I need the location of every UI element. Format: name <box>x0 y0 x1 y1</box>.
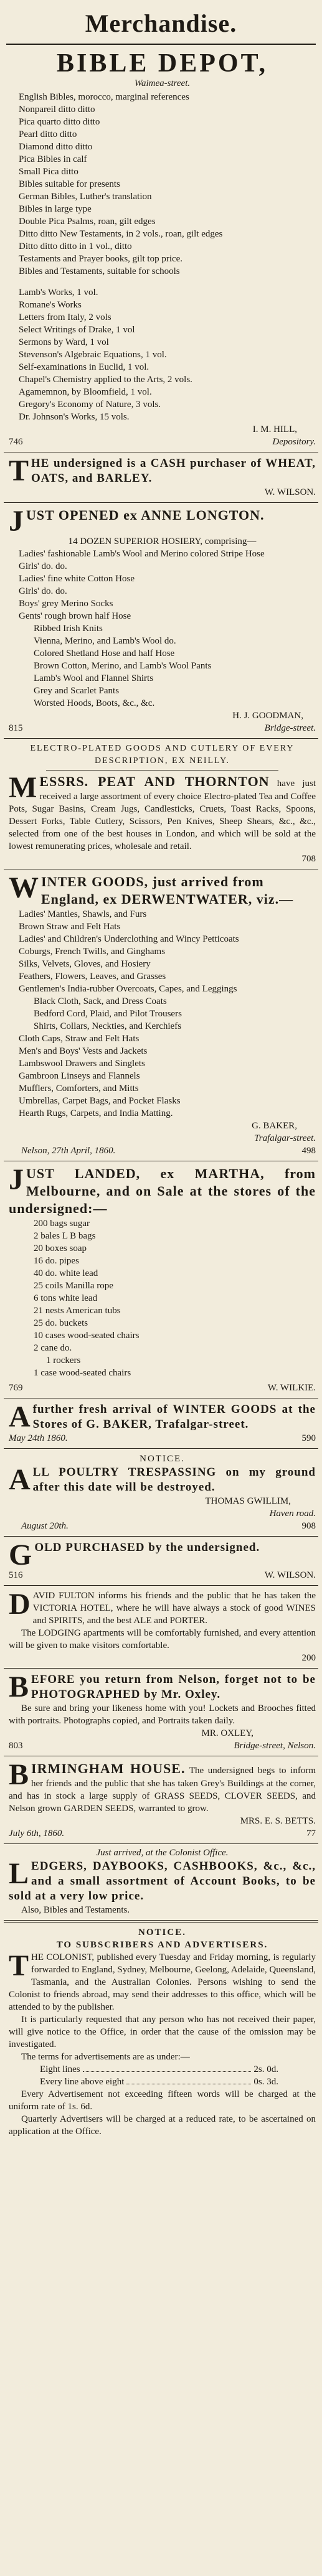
ad-footer <box>9 1740 316 1752</box>
list-item: 2 cane do. <box>34 1343 72 1353</box>
ad-text: Be sure and bring your likeness home with you! Lockets and Brooches fitted with portraits. Photographs copied, and Portraits taken daily. <box>9 1703 316 1726</box>
ad-headline: BIBLE DEPOT, <box>57 49 268 78</box>
terms-label: Every line above eight <box>40 2077 125 2087</box>
ad-body <box>9 773 316 853</box>
ad-date: July 6th, 1860. <box>9 1829 65 1838</box>
list-item: 20 boxes soap <box>34 1244 87 1253</box>
ad-gold-purchased <box>0 1537 322 1581</box>
ad-also: Also, Bibles and Testaments. <box>21 1905 130 1915</box>
ad-headline: IRMINGHAM HOUSE. <box>31 1761 186 1776</box>
list-item: 1 rockers <box>46 1356 81 1365</box>
ad-footer <box>9 1569 316 1581</box>
terms-price: 0s. 3d. <box>253 2077 278 2087</box>
list-item: Lamb's Works, 1 vol. <box>19 288 98 297</box>
ad-heading: ELECTRO-PLATED GOODS AND CUTLERY OF EVERY DESCRIPTION, EX NEILLY. <box>30 744 295 766</box>
ad-number: 590 <box>301 1433 316 1443</box>
list-item: Silks, Velvets, Gloves, and Hosiery <box>19 959 151 969</box>
terms-price: 2s. 0d. <box>253 2064 278 2074</box>
ad-body <box>9 1672 316 1702</box>
ad-poultry-notice <box>0 1449 322 1532</box>
ad-headline-wrap <box>9 873 316 908</box>
list-item: Grey and Scarlet Pants <box>34 686 120 696</box>
ad-footer <box>9 1827 316 1840</box>
list-item: Romane's Works <box>19 300 82 310</box>
drop-cap: T <box>9 454 29 487</box>
terms-label: Eight lines <box>40 2064 80 2074</box>
list-item: Agamemnon, by Bloomfield, 1 vol. <box>19 387 152 397</box>
ad-signer: W. WILSON. <box>264 1570 316 1580</box>
ad-birmingham-house <box>0 1756 322 1840</box>
drop-cap: A <box>9 1463 31 1496</box>
list-item: Bibles and Testaments, suitable for schools <box>19 266 180 276</box>
ad-text: HE COLONIST, published every Tuesday and Friday morning, is regularly forwarded to England, Sydney, Melbourne, Geelong, Adelaide, Queensland, Tasmania, and the Australian Colonies. Persons wishing to send the Colonist to friends abroad, may send their addresses to this office, which will be attended to by the publisher. <box>9 1952 316 2012</box>
list-item: Brown Cotton, Merino, and Lamb's Wool Pants <box>34 661 212 671</box>
ad-signer-addr: Haven road. <box>269 1509 316 1519</box>
drop-cap: M <box>9 771 37 804</box>
bible-books <box>9 278 316 423</box>
ad-body <box>9 1165 316 1217</box>
ad-footer <box>9 1520 316 1532</box>
ad-headline: EDGERS, DAYBOOKS, CASHBOOKS, &c., &c., and a small assortment of Account Books, to be sold at a very low price. <box>9 1860 316 1903</box>
list-item: 40 do. white lead <box>34 1268 98 1278</box>
ad-cash-purchaser <box>0 452 322 499</box>
list-item: Double Pica Psalms, roan, gilt edges <box>19 217 156 227</box>
list-item: Stevenson's Algebraic Equations, 1 vol. <box>19 350 167 360</box>
ad-body <box>9 1465 316 1495</box>
list-item: 21 nests American tubs <box>34 1306 121 1316</box>
list-item: 10 cases wood-seated chairs <box>34 1331 140 1341</box>
terms-row <box>40 2063 278 2076</box>
list-item: Brown Straw and Felt Hats <box>19 922 121 932</box>
list-item: Letters from Italy, 2 vols <box>19 312 111 322</box>
list-item: Girls' do. do. <box>19 561 67 571</box>
ad-date: August 20th. <box>21 1521 69 1531</box>
ad-headline: AVID FULTON informs his friends and the public that he has taken the VICTORIA HOTEL, where he will have always a stock of good WINES and SPIRITS, and the best ALE and PORTER. <box>32 1591 316 1626</box>
list-item: Vienna, Merino, and Lamb's Wool do. <box>34 636 176 646</box>
ad-number: 77 <box>306 1829 316 1838</box>
list-item: 16 do. pipes <box>34 1256 79 1266</box>
section-masthead: Merchandise. <box>85 9 237 37</box>
ad-text: have just received a large assortment of every choice Electro-plated Tea and Coffee Pots, Sugar Basins, Cream Jugs, Candlesticks, Cruets, Toast Racks, Spoons, Dessert Forks, Table Cutlery, Scissors, Pen Knives, Sheep Shears, &c., &c., selected from one of the best houses in London, and which will be sold at the lowest remunerating prices, wholesale and retail. <box>9 779 316 851</box>
ad-number: 708 <box>301 854 316 864</box>
drop-cap: J <box>9 505 24 538</box>
ad-number: 815 <box>9 723 23 733</box>
leader-dots <box>83 2071 252 2072</box>
ad-footer <box>9 1432 316 1445</box>
drop-cap: A <box>9 1400 31 1433</box>
list-item: 6 tons white lead <box>34 1293 98 1303</box>
ad-colonist-notice <box>0 1923 322 2138</box>
list-item: Pica quarto ditto ditto <box>19 117 100 127</box>
ad-body <box>9 1539 316 1571</box>
ad-hosiery <box>0 503 322 734</box>
ad-headline: INTER GOODS, just arrived from England, ex DERWENTWATER, viz.— <box>41 874 294 907</box>
ad-text: HE undersigned is a CASH purchaser of WHEAT, OATS, and BARLEY. <box>31 457 316 485</box>
list-item: Dr. Johnson's Works, 15 vols. <box>19 412 130 422</box>
list-item: Ladies' fine white Cotton Hose <box>19 574 135 584</box>
list-item: Colored Shetland Hose and half Hose <box>34 649 175 658</box>
ad-number: 516 <box>9 1570 23 1580</box>
ad-date: May 24th 1860. <box>9 1433 68 1443</box>
ad-divider <box>4 1920 318 1921</box>
ad-number: 200 <box>301 1653 316 1663</box>
ad-signer: MR. OXLEY, <box>201 1728 253 1738</box>
list-item: 25 do. buckets <box>34 1318 88 1328</box>
ad-text: The LODGING apartments will be comfortably furnished, and every attention will be given to make visitors comfortable. <box>9 1628 316 1651</box>
ad-body <box>9 456 316 486</box>
drop-cap: L <box>9 1857 29 1890</box>
ad-headline-wrap <box>9 505 316 538</box>
list-item: Pearl ditto ditto <box>19 129 77 139</box>
drop-cap: T <box>9 1949 29 1982</box>
ad-signer: W. WILKIE. <box>267 1383 316 1393</box>
ad-signer-title: Depository. <box>272 437 316 447</box>
ad-sub: 14 DOZEN SUPERIOR HOSIERY, comprising— <box>68 536 257 546</box>
list-item: Black Cloth, Sack, and Dress Coats <box>34 996 167 1006</box>
list-item: 1 case wood-seated chairs <box>34 1368 131 1378</box>
ad-heading: NOTICE. <box>140 1454 185 1464</box>
list-item: Ribbed Irish Knits <box>34 624 103 634</box>
list-item: Umbrellas, Carpet Bags, and Pocket Flasks <box>19 1096 181 1106</box>
bible-items <box>9 90 316 278</box>
list-item: Small Pica ditto <box>19 167 78 177</box>
list-item: German Bibles, Luther's translation <box>19 192 152 202</box>
list-item: Bibles in large type <box>19 204 92 214</box>
list-item: Hearth Rugs, Carpets, and India Matting. <box>19 1108 173 1118</box>
list-item: Coburgs, French Twills, and Ginghams <box>19 947 166 957</box>
ad-signer: H. J. GOODMAN, <box>232 711 303 721</box>
ad-number: 908 <box>301 1521 316 1531</box>
ad-signer: W. WILSON. <box>264 487 316 497</box>
list-item: Girls' do. do. <box>19 586 67 596</box>
list-item: Mufflers, Comforters, and Mitts <box>19 1084 139 1094</box>
ad-headline: EFORE you return from Nelson, forget not to be PHOTOGRAPHED by Mr. Oxley. <box>31 1673 316 1701</box>
ad-headline: ESSRS. PEAT AND THORNTON <box>39 774 270 789</box>
list-item: Diamond ditto ditto <box>19 142 93 152</box>
list-item: Sermons by Ward, 1 vol <box>19 337 109 347</box>
list-item: English Bibles, morocco, marginal references <box>19 92 189 102</box>
list-item: Lambswool Drawers and Singlets <box>19 1059 145 1069</box>
list-item: Gregory's Economy of Nature, 3 vols. <box>19 400 161 410</box>
list-item: Boys' grey Merino Socks <box>19 599 113 609</box>
list-item: 25 coils Manilla rope <box>34 1281 113 1291</box>
list-item: Gents' rough brown half Hose <box>19 611 131 621</box>
ad-fresh-arrival <box>0 1398 322 1445</box>
ad-headline: UST LANDED, ex MARTHA, from Melbourne, and on Sale at the stores of the undersigned:— <box>9 1166 316 1216</box>
ad-text-2: It is particularly requested that any person who has not received their paper, will give notice to the Office, in order that the cause of the omission may be investigated. <box>9 2015 316 2049</box>
list-item: Gentlemen's India-rubber Overcoats, Capes, and Leggings <box>19 984 237 994</box>
ad-number: 803 <box>9 1741 23 1751</box>
ad-number: 498 <box>301 1146 316 1156</box>
ad-text: OLD PURCHASED by the undersigned. <box>34 1541 260 1554</box>
list-item: 200 bags sugar <box>34 1219 90 1229</box>
ad-dateline: Nelson, 27th April, 1860. <box>21 1146 116 1156</box>
drop-cap: B <box>9 1670 29 1703</box>
ad-ledgers <box>0 1844 322 1916</box>
list-item: Nonpareil ditto ditto <box>19 105 95 115</box>
list-item: Bibles suitable for presents <box>19 179 120 189</box>
list-item: Men's and Boys' Vests and Jackets <box>19 1046 148 1056</box>
list-item: Ladies' Mantles, Shawls, and Furs <box>19 909 147 919</box>
list-item: 2 bales L B bags <box>34 1231 96 1241</box>
drop-cap: W <box>9 871 39 904</box>
ad-text-3: Every Advertisement not exceeding fifteen words will be charged at the uniform rate of 1s. 6d. <box>9 2089 316 2112</box>
martha-items <box>9 1217 316 1379</box>
list-item: Select Writings of Drake, 1 vol <box>19 325 135 335</box>
ad-victoria-hotel <box>0 1586 322 1664</box>
ad-signer-addr: Trafalgar-street. <box>254 1133 316 1143</box>
ad-signer: I. M. HILL, <box>252 424 297 434</box>
list-item: Ditto ditto New Testaments, in 2 vols., roan, gilt edges <box>19 229 223 239</box>
ad-bible-depot <box>0 45 322 448</box>
ad-signer-addr: Bridge-street, Nelson. <box>234 1741 316 1751</box>
goodman-items <box>9 548 316 710</box>
ad-body <box>9 1760 316 1815</box>
ad-photographer <box>0 1669 322 1752</box>
ad-text: The undersigned begs to inform her friends and the public that she has taken Grey's Buildings at the corner, and has in stock a large supply of GRASS SEEDS, CLOVER SEEDS, and Nelson grown GARDEN SEEDS, warranted to grow. <box>9 1766 316 1814</box>
ad-heading: NOTICE. <box>138 1927 186 1937</box>
ad-body <box>9 1859 316 1904</box>
list-item: Self-examinations in Euclid, 1 vol. <box>19 362 149 372</box>
ad-terms-head: The terms for advertisements are as under:— <box>21 2052 190 2062</box>
ad-electro-plated <box>0 739 322 865</box>
list-item: Ladies' fashionable Lamb's Wool and Merino colored Stripe Hose <box>19 549 265 559</box>
drop-cap: G <box>9 1539 32 1571</box>
list-item: Ladies' and Children's Underclothing and Wincy Petticoats <box>19 934 239 944</box>
ad-signer: MRS. E. S. BETTS. <box>240 1816 316 1826</box>
ad-headline: UST OPENED ex ANNE LONGTON. <box>26 507 265 523</box>
ad-winter-goods <box>0 869 322 1157</box>
ad-text: further fresh arrival of WINTER GOODS at the Stores of G. BAKER, Trafalgar-street. <box>32 1403 316 1431</box>
list-item: Testaments and Prayer books, gilt top price. <box>19 254 183 264</box>
ad-footer <box>9 1145 316 1157</box>
list-item: Bedford Cord, Plaid, and Pilot Trousers <box>34 1009 182 1019</box>
drop-cap: J <box>9 1163 24 1196</box>
drop-cap: D <box>9 1588 31 1621</box>
ad-heading: Just arrived, at the Colonist Office. <box>96 1848 229 1858</box>
ad-subheading: TO SUBSCRIBERS AND ADVERTISERS. <box>56 1940 268 1950</box>
ad-footer <box>9 722 316 734</box>
ad-signer: THOMAS GWILLIM, <box>205 1496 291 1506</box>
ad-body <box>9 1951 316 2013</box>
winter-items <box>9 908 316 1120</box>
list-item: Gambroon Linseys and Flannels <box>19 1071 140 1081</box>
ad-number: 746 <box>9 437 23 447</box>
list-item: Shirts, Collars, Neckties, and Kerchiefs <box>34 1021 182 1031</box>
ad-signer-addr: Bridge-street. <box>264 723 316 733</box>
ad-number: 769 <box>9 1383 23 1393</box>
ad-footer <box>9 1379 316 1394</box>
terms-row <box>40 2076 278 2088</box>
terms-table <box>9 2063 316 2088</box>
ad-body <box>9 1590 316 1627</box>
ad-text-4: Quarterly Advertisers will be charged at a reduced rate, to be ascertained on application at the Office. <box>9 2114 316 2137</box>
list-item: Feathers, Flowers, Leaves, and Grasses <box>19 972 166 981</box>
list-item: Ditto ditto ditto in 1 vol., ditto <box>19 241 132 251</box>
ad-body <box>9 1402 316 1432</box>
list-item: Pica Bibles in calf <box>19 154 87 164</box>
ad-location: Waimea-street. <box>134 78 191 88</box>
list-item: Chapel's Chemistry applied to the Arts, 2 vols. <box>19 375 192 385</box>
ad-footer <box>9 436 316 448</box>
drop-cap: B <box>9 1758 29 1791</box>
list-item: Lamb's Wool and Flannel Shirts <box>34 673 154 683</box>
ad-signer: G. BAKER, <box>252 1121 297 1131</box>
list-item: Worsted Hoods, Boots, &c., &c. <box>34 698 155 708</box>
ad-just-landed <box>0 1161 322 1394</box>
ad-text: LL POULTRY TRESPASSING on my ground after this date will be destroyed. <box>32 1466 316 1494</box>
list-item: Cloth Caps, Straw and Felt Hats <box>19 1034 140 1044</box>
